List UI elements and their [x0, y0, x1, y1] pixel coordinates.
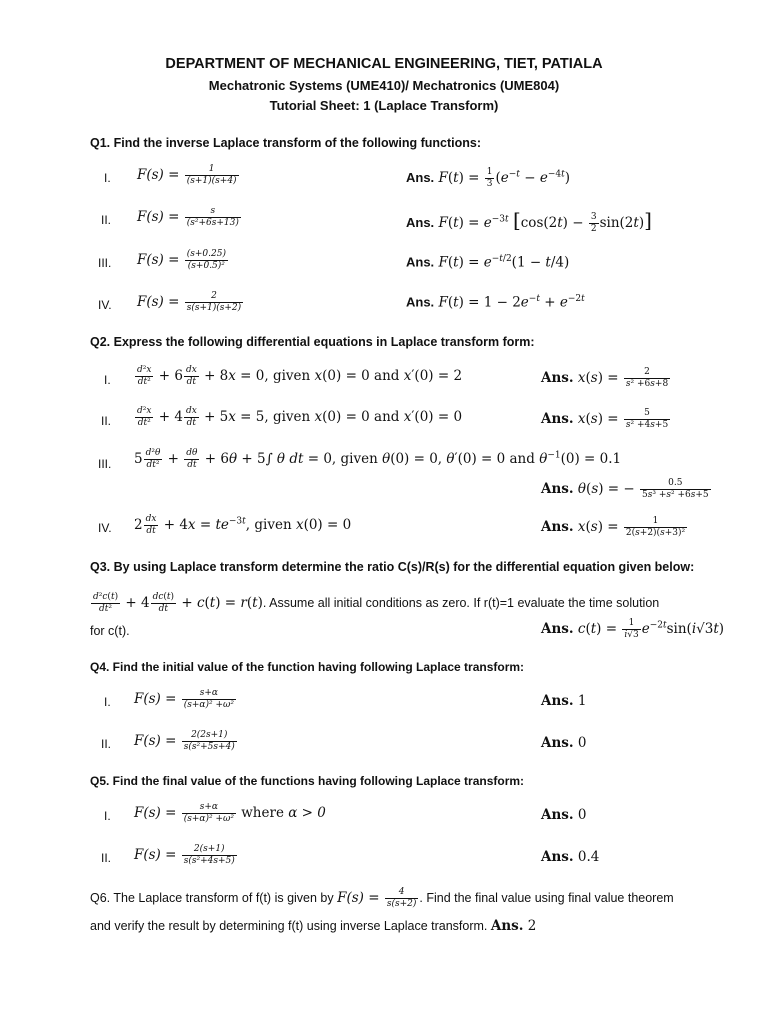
- q2-equation-1: $\frac{\text{d²x}}{\text{dt²}}$ + 6 $\frac{dx}{dt}$ + 8x = 0, given x(0) = 0 and x′(0) = 2: [137, 365, 463, 387]
- department-title: DEPARTMENT OF MECHANICAL ENGINEERING, TIET, PATIALA: [165, 56, 603, 72]
- q5-roman-1: I.: [104, 809, 111, 823]
- q1-roman-2: II.: [101, 213, 112, 227]
- q3-title: Q3. By using Laplace transform determine the ratio C(s)/R(s) for the differential equation given below:: [90, 560, 695, 574]
- q6-line-1: Q6. The Laplace transform of f(t) is given by F(s) = $\frac{4}{s(s+2)}$ . Find the final value using final value theorem: [90, 887, 674, 909]
- q4-answer-1: Ans. 1: [541, 693, 587, 709]
- q5-roman-2: II.: [101, 851, 112, 865]
- q4-function-2: F(s) = $\frac{2(2s+1)}{\text{s(s²+5s+4)}}$: [134, 730, 235, 752]
- q2-roman-4: IV.: [98, 521, 112, 535]
- q1-function-1: F(s) = $\frac{1}{(s+1)(s+4)}$: [137, 164, 237, 186]
- q3-answer: Ans. c(t) = $\frac{1}{i√3}$ $e^{-2t}\sin(i√3t)$: [541, 618, 725, 640]
- q5-function-1: F(s) = $\frac{s+\alpha}{\text{(s+α)² +ω²}}$ where α > 0: [134, 802, 326, 824]
- q4-title: Q4. Find the initial value of the function having following Laplace transform:: [90, 660, 525, 674]
- q3-equation: $\frac{\text{d²c(t)}}{\text{dt²}}$ + 4 $\frac{dc(t)}{dt}$ + c(t) = r(t). Assume all initial conditions as zero. If r(t)=1 evaluate the time solution: [93, 592, 660, 614]
- q1-function-4: F(s) = $\frac{2}{s(s+1)(s+2)}$: [137, 291, 242, 313]
- q1-answer-4: Ans. $F(t) = 1 - 2e^{-t} + e^{-2t}$: [406, 294, 585, 311]
- q2-equation-2: $\frac{\text{d²x}}{\text{dt²}}$ + 4 $\frac{dx}{dt}$ + 5x = 5, given x(0) = 0 and x′(0) = 0: [137, 406, 463, 428]
- q5-answer-2: Ans. 0.4: [541, 849, 600, 865]
- q4-function-1: F(s) = $\frac{s+\alpha}{\text{(s+α)² +ω²}}$: [134, 688, 234, 710]
- q5-answer-1: Ans. 0: [541, 807, 587, 823]
- q1-function-2: F(s) = $\frac{s}{\text{(s²+6s+13)}}$: [137, 206, 239, 228]
- q2-roman-2: II.: [101, 414, 112, 428]
- q6-line-2: and verify the result by determining f(t) using inverse Laplace transform. Ans. 2: [90, 918, 537, 934]
- q6-function: F(s) = $\frac{4}{s(s+2)}$: [337, 887, 417, 909]
- q1-title: Q1. Find the inverse Laplace transform of the following functions:: [90, 136, 482, 150]
- q5-title: Q5. Find the final value of the functions having following Laplace transform:: [90, 774, 525, 788]
- q1-answer-3: Ans. $F(t) = e^{-t/2}(1 - t/4)$: [406, 254, 570, 271]
- q1-roman-1: I.: [104, 171, 111, 185]
- q4-answer-2: Ans. 0: [541, 735, 587, 751]
- ans-label: Ans.: [406, 170, 435, 185]
- q5-function-2: F(s) = $\frac{2(s+1)}{\text{s(s²+4s+5)}}$: [134, 844, 235, 866]
- q1-answer-2: Ans. $F(t) = e^{-3t}$ [cos(2t) − $\frac{3}{2}$ sin(2t)]: [406, 208, 652, 234]
- q1-roman-3: III.: [98, 256, 112, 270]
- q4-roman-2: II.: [101, 737, 112, 751]
- q3-text-1: . Assume all initial conditions as zero. If r(t)=1 evaluate the time solution: [262, 596, 660, 610]
- q3-text-2: for c(t).: [90, 624, 130, 638]
- q2-answer-1: Ans. x(s) = $\frac{2}{\text{s² +6s+8}}$: [541, 367, 669, 389]
- q2-answer-4: Ans. x(s) = $\frac{1}{\text{2(s+2)(s+3)²}}$: [541, 516, 686, 538]
- q2-equation-3: 5 $\frac{\text{d²θ}}{\text{dt²}}$ + $\frac{d\theta}{dt}$ + 6θ + 5∫ θ dt = 0, given θ(0) = 0, θ′(0) = 0 and $\theta^{-1}(0) = 0.1$: [134, 448, 622, 470]
- q2-answer-3: Ans. θ(s) = − $\frac{0.5}{\text{5s³ +s² +6s+5}}$: [541, 478, 709, 500]
- q2-equation-4: 2 $\frac{dx}{dt}$ + $4x = te^{-3t}$, given x(0) = 0: [134, 514, 352, 536]
- q2-title: Q2. Express the following differential equations in Laplace transform form:: [90, 335, 535, 349]
- course-title: Mechatronic Systems (UME410)/ Mechatronics (UME804): [208, 78, 560, 93]
- q6-answer: Ans. 2: [490, 918, 537, 934]
- q1-answer-1: Ans. F(t) = $\frac{1}{3}$ $(e^{-t} - e^{-4t})$: [406, 167, 571, 189]
- q2-roman-3: III.: [98, 457, 112, 471]
- q4-roman-1: I.: [104, 695, 111, 709]
- q2-answer-2: Ans. x(s) = $\frac{5}{\text{s² +4s+5}}$: [541, 408, 669, 430]
- sheet-title: Tutorial Sheet: 1 (Laplace Transform): [269, 98, 499, 113]
- q1-function-3: F(s) = $\frac{(s+0.25)}{\text{(s+0.5)²}}$: [137, 249, 226, 271]
- q2-roman-1: I.: [104, 373, 111, 387]
- q1-roman-4: IV.: [98, 298, 112, 312]
